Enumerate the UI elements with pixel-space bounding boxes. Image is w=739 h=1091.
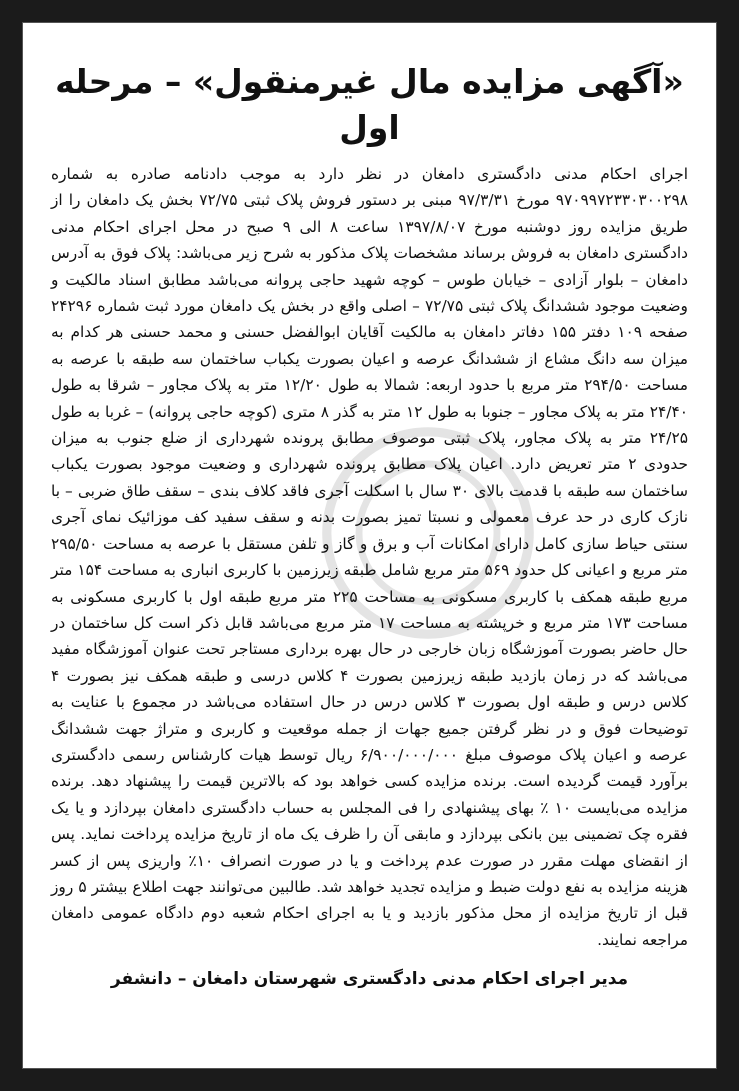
notice-title: «آگهی مزایده مال غیرمنقول» – مرحله اول (55, 62, 684, 147)
notice-signature: مدیر اجرای احکام مدنی دادگستری شهرستان دامغان – دانشفر (110, 969, 629, 990)
notice-page (22, 22, 717, 1069)
notice-body: اجرای احکام مدنی دادگستری دامغان در نظر دارد به موجب دادنامه صادره به شماره ۹۷۰۹۹۷۲۳۳۰۳۰۰۲۹۸ مورخ ۹۷/۳/۳۱ مبنی بر دستور فروش پلاک ثبتی ۷۲/۷۵ بخش یک دامغان را از طریق مزایده روز دوشنبه مورخ ۱۳۹۷/۸/۰۷ ساعت ۸ الی ۹ صبح در محل اجرای احکام مدنی دادگستری دامغان به فروش برساند مشخصات پلاک مذکور به شرح زیر می‌باشد: پلاک فوق به آدرس دامغان – بلوار آزادی – خیابان طوس – کوچه شهید حاجی پروانه می‌باشد مطابق اسناد مالکیت و وضعیت موجود ششدانگ پلاک ثبتی ۷۲/۷۵ – اصلی واقع در بخش یک دامغان مورد ثبت شماره ۲۴۲۹۶ صفحه ۱۰۹ دفتر ۱۵۵ دفاتر دامغان به مالکیت آقایان ابوالفضل حسنی و محمد حسنی هر کدام به میزان سه دانگ مشاع از ششدانگ عرصه و اعیان بصورت یکباب ساختمان سه طبقه با عرصه به مساحت ۲۹۴/۵۰ متر مربع با حدود اربعه: شمالا به طول ۱۲/۲۰ متر به پلاک مجاور – شرقا به طول ۲۴/۴۰ متر به پلاک مجاور – جنوبا به طول ۱۲ متر به گذر ۸ متری (کوچه حاجی پروانه) – غربا به طول ۲۴/۲۵ متر به پلاک مجاور، پلاک ثبتی موصوف مطابق پرونده شهرداری از ضلع جنوب به میزان حدودی ۲ متر تعریض دارد. اعیان پلاک مطابق پرونده شهرداری و وضعیت موجود بصورت یکباب ساختمان سه طبقه با قدمت بالای ۳۰ سال با اسکلت آجری فاقد کلاف بندی – سقف طاق ضربی – با نازک کاری در حد عرف معمولی و نسبتا تمیز بصورت بدنه و سقف سفید کف موزائیک نمای آجری سنتی حیاط سازی کامل دارای امکانات آب و برق و گاز و تلفن مستقل با عرصه به مساحت ۲۹۵/۵۰ متر مربع و اعیانی کل حدود ۵۶۹ متر مربع شامل طبقه زیرزمین با کاربری انباری به مساحت ۱۵۴ متر مربع طبقه همکف با کاربری مسکونی به مساحت ۲۲۵ متر مربع طبقه اول با کاربری مسکونی به مساحت ۱۷۳ متر مربع و خرپشته به مساحت ۱۷ متر مربع می‌باشد قابل ذکر است کل ساختمان در حال حاضر بصورت آموزشگاه زبان خارجی در حال بهره برداری مستاجر تحت عنوان آموزشگاه مفید می‌باشد که در زمان بازدید طبقه زیرزمین بصورت ۴ کلاس درسی و طبقه همکف نیز بصورت ۴ کلاس درس و طبقه اول بصورت ۳ کلاس درس در حال استفاده می‌باشد در مجموع با عنایت به توضیحات فوق و در نظر گرفتن جمیع جهات از جمله موقعیت و کاربری و متراژ جهت ششدانگ عرصه و اعیان پلاک موصوف مبلغ ۶/۹۰۰/۰۰۰/۰۰۰ ریال توسط هیات کارشناس رسمی دادگستری برآورد قیمت گردیده است. برنده مزایده کسی خواهد بود که بالاترین قیمت را پیشنهاد دهد. برنده مزایده می‌بایست ۱۰ ٪ بهای پیشنهادی را فی المجلس به حساب دادگستری دامغان بپردازد و یا یک فقره چک تضمینی بین بانکی بپردازد و مابقی آن را ظرف یک ماه از تاریخ مزایده پرداخت نماید. پس از انقضای مهلت مقرر در صورت عدم پرداخت و یا در صورت انصراف ۱۰٪ واریزی پس از کسر هزینه مزایده به نفع دولت ضبط و مزایده تجدید خواهد شد. طالبین می‌توانند جهت اطلاع بیشتر ۵ روز قبل از تاریخ مزایده از محل مذکور بازدید و یا به اجرای احکام شعبه دوم دادگاه عمومی دامغان مراجعه نمایند. (51, 165, 689, 949)
